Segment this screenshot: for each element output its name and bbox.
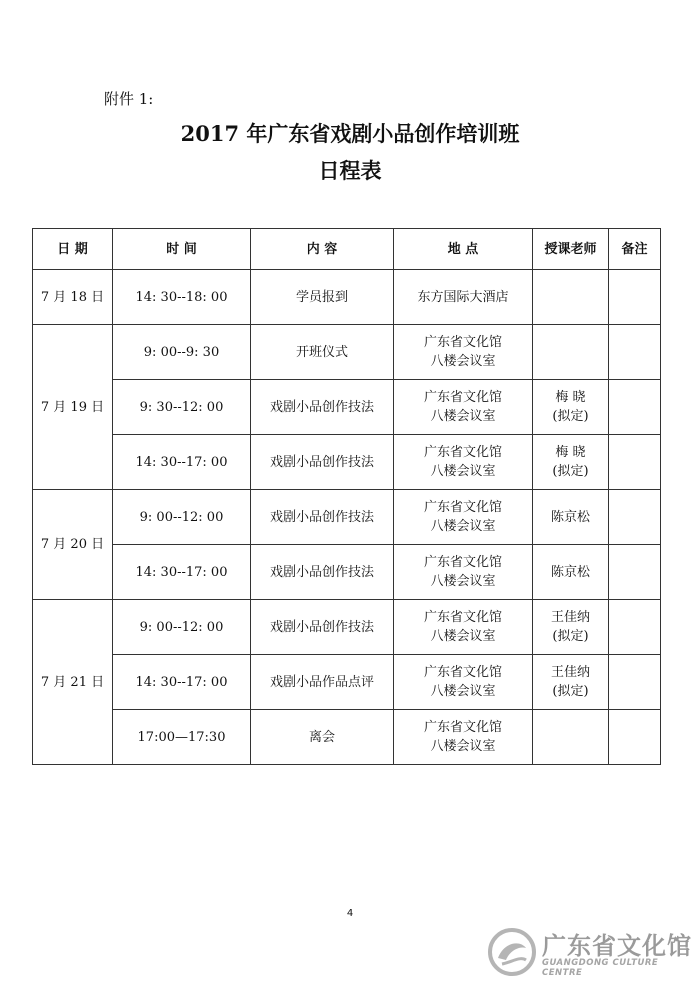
table-row (33, 545, 661, 600)
location-cell (394, 655, 533, 710)
remark-cell (609, 710, 661, 765)
date-cell: 7 月 20 日 (33, 490, 113, 600)
content-cell: 戏剧小品创作技法 (251, 435, 394, 490)
remark-cell (609, 490, 661, 545)
teacher-cell (533, 710, 609, 765)
teacher-name: 陈京松 (550, 509, 590, 525)
teacher-note: (拟定) (552, 684, 589, 699)
location-cell (394, 710, 533, 765)
time-cell: 14: 30--17: 00 (113, 545, 251, 600)
location-cell (394, 380, 533, 435)
header-remark: 备注 (609, 229, 661, 270)
location-cell (394, 600, 533, 655)
location-cell (394, 545, 533, 600)
time-cell: 14: 30--17: 00 (113, 435, 251, 490)
location-line1: 广东省文化馆 (423, 500, 502, 515)
location-cell: 东方国际大酒店 (394, 270, 533, 325)
teacher-note: (拟定) (552, 629, 589, 644)
teacher-name: 陈京松 (550, 564, 590, 580)
table-row (33, 435, 661, 490)
teacher-name: 王佳纳 (550, 610, 590, 625)
remark-cell (609, 435, 661, 490)
header-content: 内 容 (251, 229, 394, 270)
schedule-table (32, 228, 661, 765)
remark-cell (609, 600, 661, 655)
teacher-cell (533, 545, 609, 600)
location-line1: 广东省文化馆 (423, 555, 502, 570)
content-cell: 学员报到 (251, 270, 394, 325)
content-cell: 戏剧小品创作技法 (251, 380, 394, 435)
date-cell: 7 月 21 日 (33, 600, 113, 765)
teacher-note: (拟定) (552, 464, 589, 479)
content-cell: 开班仪式 (251, 325, 394, 380)
location-line2: 八楼会议室 (430, 354, 496, 369)
teacher-cell (533, 325, 609, 380)
location-line2: 八楼会议室 (430, 409, 496, 424)
teacher-cell (533, 270, 609, 325)
content-cell: 戏剧小品创作技法 (251, 600, 394, 655)
date-cell: 7 月 19 日 (33, 325, 113, 490)
time-cell: 14: 30--17: 00 (113, 655, 251, 710)
teacher-name: 梅 晓 (555, 445, 586, 460)
time-cell: 9: 30--12: 00 (113, 380, 251, 435)
teacher-name: 梅 晓 (555, 390, 586, 405)
watermark-logo (484, 924, 694, 980)
teacher-cell (533, 490, 609, 545)
location-cell (394, 490, 533, 545)
attachment-label: 附件 1: (104, 90, 154, 108)
table-row (33, 600, 661, 655)
location-line2: 八楼会议室 (430, 574, 496, 589)
remark-cell (609, 325, 661, 380)
content-cell: 戏剧小品创作技法 (251, 490, 394, 545)
teacher-name: 王佳纳 (550, 665, 590, 680)
watermark-name-cn: 广东省文化馆 (542, 932, 692, 960)
time-cell: 9: 00--9: 30 (113, 325, 251, 380)
teacher-note: (拟定) (552, 409, 589, 424)
page-number: 4 (346, 908, 354, 919)
culture-centre-logo-icon (486, 926, 538, 978)
table-row (33, 490, 661, 545)
time-cell: 9: 00--12: 00 (113, 490, 251, 545)
content-cell: 戏剧小品作品点评 (251, 655, 394, 710)
remark-cell (609, 270, 661, 325)
location-line2: 八楼会议室 (430, 464, 496, 479)
header-teacher: 授课老师 (533, 229, 609, 270)
table-row (33, 325, 661, 380)
watermark-name-en: GUANGDONG CULTURE CENTRE (542, 958, 659, 978)
time-cell: 9: 00--12: 00 (113, 600, 251, 655)
remark-cell (609, 380, 661, 435)
content-cell: 戏剧小品创作技法 (251, 545, 394, 600)
location-line2: 八楼会议室 (430, 739, 496, 754)
teacher-cell (533, 435, 609, 490)
teacher-cell (533, 655, 609, 710)
time-cell: 14: 30--18: 00 (113, 270, 251, 325)
remark-cell (609, 545, 661, 600)
document-subtitle: 日程表 (318, 158, 382, 183)
table-row (33, 380, 661, 435)
location-line1: 广东省文化馆 (423, 445, 502, 460)
location-line2: 八楼会议室 (430, 684, 496, 699)
location-line2: 八楼会议室 (430, 519, 496, 534)
location-line1: 广东省文化馆 (423, 390, 502, 405)
location-line1: 广东省文化馆 (423, 335, 502, 350)
date-cell: 7 月 18 日 (33, 270, 113, 325)
header-date: 日 期 (33, 229, 113, 270)
content-cell: 离会 (251, 710, 394, 765)
location-line1: 广东省文化馆 (423, 665, 502, 680)
teacher-cell (533, 380, 609, 435)
location-line1: 广东省文化馆 (423, 720, 502, 735)
header-location: 地 点 (394, 229, 533, 270)
location-line2: 八楼会议室 (430, 629, 496, 644)
location-cell (394, 325, 533, 380)
location-line1: 广东省文化馆 (423, 610, 502, 625)
header-time: 时 间 (113, 229, 251, 270)
document-title: 2017 年广东省戏剧小品创作培训班 (180, 121, 520, 146)
table-header-row (33, 229, 661, 270)
location-cell (394, 435, 533, 490)
teacher-cell (533, 600, 609, 655)
remark-cell (609, 655, 661, 710)
table-row (33, 270, 661, 325)
table-row (33, 710, 661, 765)
time-cell: 17:00—17:30 (113, 710, 251, 765)
table-row (33, 655, 661, 710)
